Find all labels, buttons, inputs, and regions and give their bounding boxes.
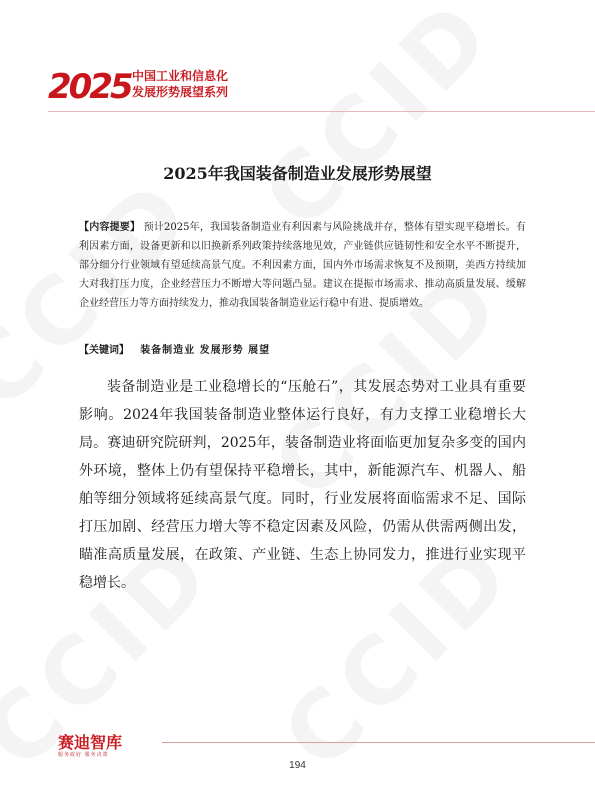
abstract-text: 预计2025年，我国装备制造业有利因素与风险挑战并存，整体有望实现平稳增长。有利因素方面，设备更新和以旧换新系列政策持续落地见效，产业链供应链韧性和安全水平不断提升，部分细分行业领域有望延续高景气度。不利因素方面，国内外市场需求恢复不及预期，美西方持续加大对我打压力度，企业经营压力不断增大等问题凸显。建议在提振市场需求、推动高质量发展、缓解企业经营压力等方面持续发力，推动我国装备制造业运行稳中有进、提质增效。 [79,222,527,309]
footer-brand-logo: 赛迪智库 [58,733,123,752]
page-number: 194 [289,760,306,771]
header-divider [48,111,595,112]
series-title [132,68,282,100]
abstract-label: 【内容提要】 [79,222,141,233]
series-title-line-2: 发展形势展望系列 [132,85,229,99]
series-title-line-1: 中国工业和信息化 [132,69,229,83]
watermark [243,0,515,249]
footer-divider [162,742,595,743]
abstract [79,218,526,313]
footer-slogan: 服务政府 服务决策 [58,752,109,758]
keywords [79,341,526,356]
document-title: 2025年我国装备制造业发展形势展望 [163,164,432,183]
keywords-list: 装备制造业 发展形势 展望 [140,345,271,356]
year-logo: 2025 [48,67,131,107]
body-paragraph: 装备制造业是工业稳增长的“压舱石”，其发展态势对工业具有重要影响。2024年我国装备制造业整体运行良好，有力支撑工业稳增长大局。赛迪研究院研判，2025年，装备制造业将面临更加复杂多变的国内外环境，整体上仍有望保持平稳增长，其中，新能源汽车、机器人、船舶等细分领域将延续高景气度。同时，行业发展将面临需求不足、国际打压加剧、经营压力增大等不稳定因素及风险，仍需从供需两侧出发，瞄准高质量发展，在政策、产业链、生态上协同发力，推进行业实现平稳增长。 [79,379,526,591]
keywords-label: 【关键词】 [79,345,129,356]
